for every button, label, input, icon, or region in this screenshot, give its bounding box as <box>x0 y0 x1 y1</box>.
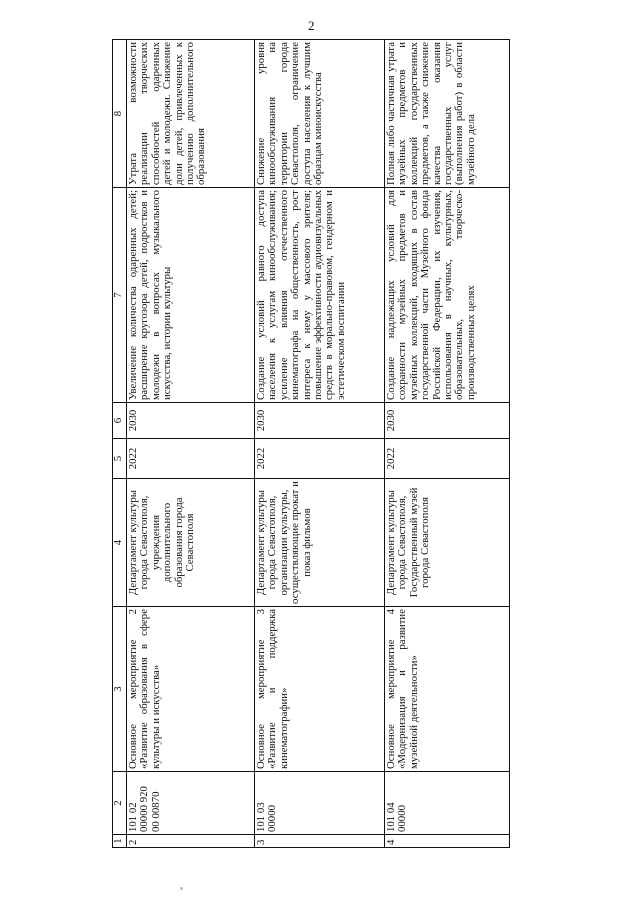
risks: Полная либо частичная утрата музейных предметов и коллекций государственных предметов, а также снижение качества оказания государственных услуг (выполнения работ) в области музейного дела <box>385 40 510 188</box>
budget-code: 101 03 00000 <box>255 772 385 835</box>
col-header-8: 8 <box>113 40 127 188</box>
table-row <box>127 40 255 848</box>
event-name: Основное мероприятие 3 «Развитие и поддержка кинематографии» <box>255 607 385 772</box>
start-year: 2022 <box>127 439 255 479</box>
col-header-1: 1 <box>113 835 127 848</box>
end-year: 2030 <box>255 403 385 439</box>
row-number: 4 <box>385 835 510 848</box>
executor: Департамент культуры города Севастополя, Государственный музей города Севастополя <box>385 479 510 607</box>
event-name: Основное мероприятие 4 «Модернизация и развитие музейной деятельности» <box>385 607 510 772</box>
program-events-table <box>112 39 510 848</box>
budget-code: 101 04 00000 <box>385 772 510 835</box>
col-header-2: 2 <box>113 772 127 835</box>
scan-speck <box>180 887 183 890</box>
rotated-table-wrapper <box>112 40 510 848</box>
expected-result: Создание условий равного доступа населения к услугам кинообслуживания; усиление влияния отечественного кинематографа на общественность, рост интереса к нему у массового зрителя; повышение эффективности аудиовизуальных средств в морально-правовом, гендерном и эстетическом воспитании <box>255 188 385 403</box>
budget-code: 101 02 00000 920 00 00870 <box>127 772 255 835</box>
expected-result: Увеличение количества одаренных детей; расширение кругозора детей, подростков и молодежи в вопросах музыкального искусства, истории культуры <box>127 188 255 403</box>
col-header-6: 6 <box>113 403 127 439</box>
col-header-4: 4 <box>113 479 127 607</box>
risks: Утрата возможности реализации творческих способностей одаренных детей и молодежи. Снижение доли детей, привлеченных к получению дополнительного образования <box>127 40 255 188</box>
end-year: 2030 <box>385 403 510 439</box>
risks: Снижение уровня кинообслуживания на территории города Севастополя, ограничение доступа населения к лучшим образцам киноискусства <box>255 40 385 188</box>
expected-result: Создание надлежащих условий для сохранности музейных предметов и музейных коллекций, входящих в состав государственной части Музейного фонда Российской Федерации, их изучения, использования в научных, культурных, образовательных, творческо-производственных целях <box>385 188 510 403</box>
header-row <box>113 40 127 848</box>
col-header-7: 7 <box>113 188 127 403</box>
start-year: 2022 <box>385 439 510 479</box>
col-header-5: 5 <box>113 439 127 479</box>
row-number: 2 <box>127 835 255 848</box>
start-year: 2022 <box>255 439 385 479</box>
page-number: 2 <box>308 18 315 33</box>
col-header-3: 3 <box>113 607 127 772</box>
executor: Департамент культуры города Севастополя, учреждения дополнительного образования города Севастополя <box>127 479 255 607</box>
executor: Департамент культуры города Севастополя, организации культуры, осуществляющие прокат и показ фильмов <box>255 479 385 607</box>
row-number: 3 <box>255 835 385 848</box>
table-row <box>385 40 510 848</box>
event-name: Основное мероприятие 2 «Развитие образования в сфере культуры и искусства» <box>127 607 255 772</box>
table-row <box>255 40 385 848</box>
end-year: 2030 <box>127 403 255 439</box>
